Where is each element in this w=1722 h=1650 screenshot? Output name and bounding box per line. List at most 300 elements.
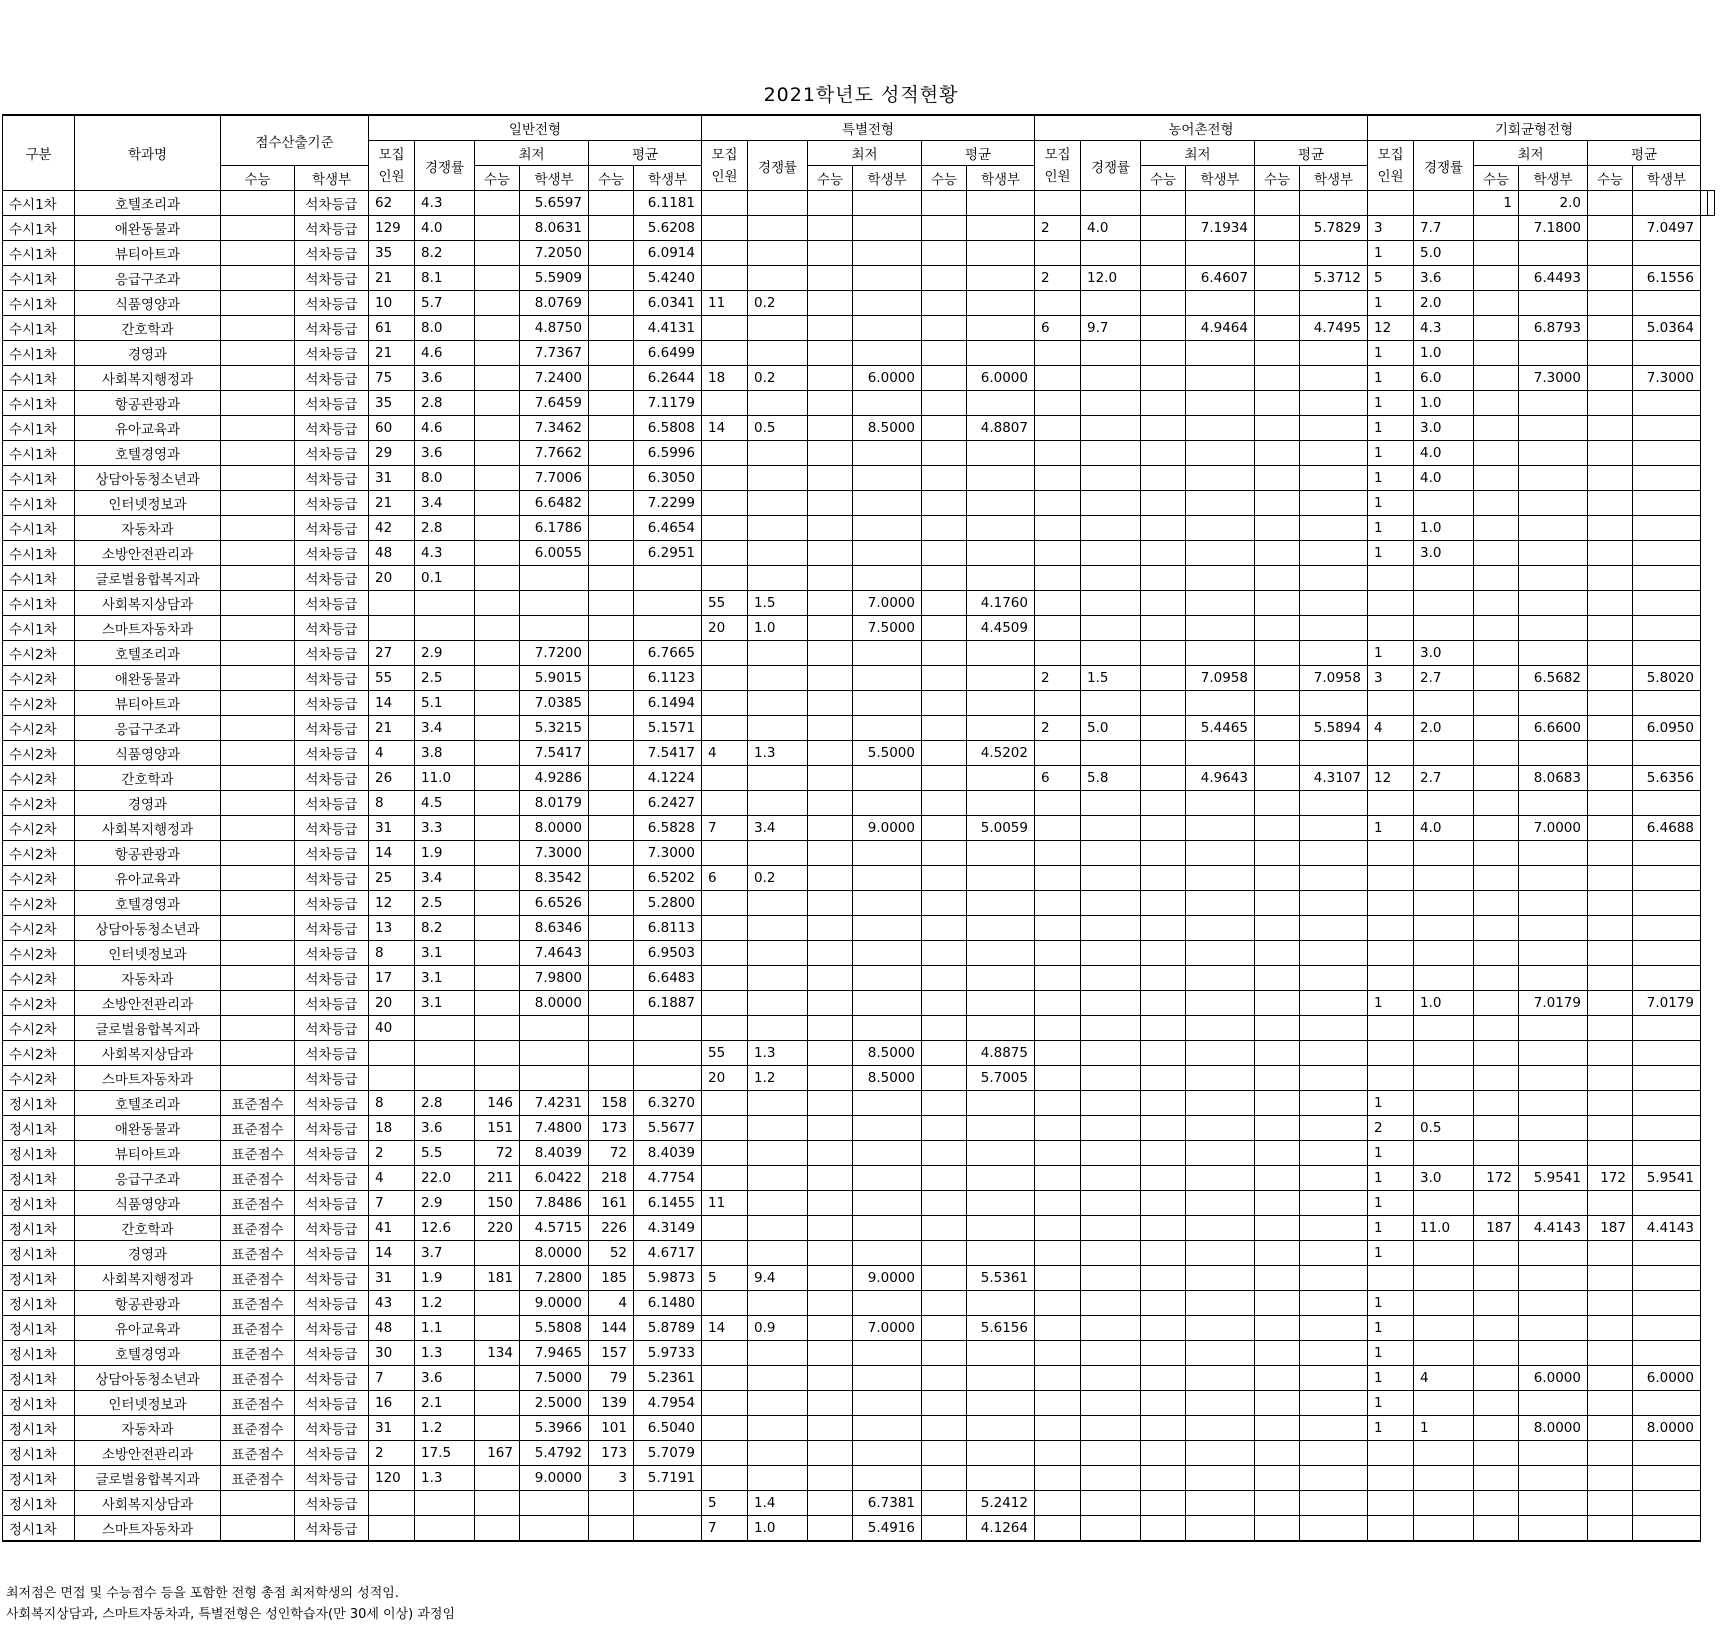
table-cell	[1035, 391, 1081, 416]
table-cell	[808, 291, 853, 316]
table-cell: 8.2	[415, 916, 475, 941]
table-cell	[1186, 1291, 1255, 1316]
table-cell	[1081, 491, 1141, 516]
table-cell	[1186, 1241, 1255, 1266]
table-row	[3, 1191, 1715, 1216]
table-cell: 경영과	[75, 1241, 221, 1266]
table-cell	[1633, 866, 1701, 891]
table-cell	[967, 1341, 1035, 1366]
table-cell: 9.0000	[853, 816, 922, 841]
table-cell	[1255, 416, 1300, 441]
table-cell	[853, 1291, 922, 1316]
table-cell: 4.8807	[967, 416, 1035, 441]
table-cell	[853, 216, 922, 241]
table-cell	[702, 691, 748, 716]
table-cell	[475, 591, 520, 616]
table-cell: 상담아동청소년과	[75, 466, 221, 491]
table-cell: 7.5000	[520, 1366, 589, 1391]
table-cell: 4.6	[415, 416, 475, 441]
table-cell	[1633, 1016, 1701, 1041]
table-cell: 표준점수	[221, 1416, 295, 1441]
table-cell: 3.4	[748, 816, 808, 841]
table-cell: 사회복지상담과	[75, 591, 221, 616]
table-cell: 7.4231	[520, 1091, 589, 1116]
table-cell	[634, 1491, 702, 1516]
table-cell: 항공관광과	[75, 841, 221, 866]
table-cell: 5.5677	[634, 1116, 702, 1141]
table-cell	[1368, 1066, 1414, 1091]
table-cell: 1	[1368, 466, 1414, 491]
table-cell	[415, 1066, 475, 1091]
table-cell	[1186, 941, 1255, 966]
table-cell	[748, 1191, 808, 1216]
table-cell	[1035, 1116, 1081, 1141]
table-cell	[520, 1516, 589, 1542]
table-cell	[589, 691, 634, 716]
table-cell	[1519, 1266, 1588, 1291]
table-cell: 6.1455	[634, 1191, 702, 1216]
table-cell	[1474, 641, 1519, 666]
table-cell: 수시2차	[3, 1066, 75, 1091]
table-cell: 6	[1035, 316, 1081, 341]
table-cell	[1186, 1016, 1255, 1041]
table-cell	[475, 816, 520, 841]
table-cell	[1414, 791, 1474, 816]
table-cell: 3.0	[1414, 416, 1474, 441]
table-cell: 표준점수	[221, 1466, 295, 1491]
table-cell: 석차등급	[295, 1291, 369, 1316]
table-cell: 4.0	[1081, 216, 1141, 241]
table-cell: 187	[1474, 1216, 1519, 1241]
table-cell	[922, 1416, 967, 1441]
table-cell	[475, 1366, 520, 1391]
table-cell	[967, 1441, 1035, 1466]
table-cell	[922, 1466, 967, 1491]
table-cell: 1.0	[1414, 391, 1474, 416]
table-cell	[221, 566, 295, 591]
table-cell	[634, 566, 702, 591]
table-cell	[1300, 416, 1368, 441]
table-cell	[702, 1341, 748, 1366]
table-cell	[1141, 1091, 1186, 1116]
table-cell	[589, 1041, 634, 1066]
table-cell: 30	[369, 1341, 415, 1366]
table-cell: 8.0	[415, 316, 475, 341]
table-cell	[1141, 1366, 1186, 1391]
table-cell: 4.3	[1414, 316, 1474, 341]
table-cell: 4.1264	[967, 1516, 1035, 1542]
table-cell	[1519, 416, 1588, 441]
header-min-school: 학생부	[520, 166, 589, 191]
table-cell: 1	[1368, 1416, 1414, 1441]
table-cell: 7.3462	[520, 416, 589, 441]
table-cell	[1141, 891, 1186, 916]
table-cell	[1255, 566, 1300, 591]
table-cell	[702, 541, 748, 566]
table-cell: 5.5000	[853, 741, 922, 766]
table-cell	[1035, 416, 1081, 441]
table-cell: 6.0000	[1519, 1366, 1588, 1391]
table-cell: 1	[1368, 291, 1414, 316]
table-row	[3, 1091, 1715, 1116]
table-cell	[1633, 1316, 1701, 1341]
table-cell	[853, 1466, 922, 1491]
table-cell	[808, 1316, 853, 1341]
table-cell: 5.3215	[520, 716, 589, 741]
table-cell	[1081, 991, 1141, 1016]
table-cell	[1255, 1016, 1300, 1041]
table-cell	[1081, 416, 1141, 441]
table-row	[3, 1141, 1715, 1166]
table-cell	[1588, 316, 1633, 341]
table-cell: 2	[1035, 266, 1081, 291]
table-cell	[853, 1391, 922, 1416]
table-cell	[221, 991, 295, 1016]
table-cell	[967, 716, 1035, 741]
table-header	[3, 115, 1715, 191]
table-cell	[922, 691, 967, 716]
table-cell	[1186, 491, 1255, 516]
table-cell: 8.0000	[520, 1241, 589, 1266]
table-cell	[1081, 1191, 1141, 1216]
table-cell: 14	[369, 841, 415, 866]
table-cell: 4.1760	[967, 591, 1035, 616]
table-cell: 석차등급	[295, 716, 369, 741]
table-cell: 17.5	[415, 1441, 475, 1466]
table-cell: 172	[1474, 1166, 1519, 1191]
table-cell: 4.9464	[1186, 316, 1255, 341]
table-cell	[808, 1216, 853, 1241]
table-cell	[808, 416, 853, 441]
table-cell	[475, 916, 520, 941]
table-cell	[1186, 566, 1255, 591]
table-cell: 수시1차	[3, 241, 75, 266]
table-cell	[1588, 466, 1633, 491]
table-cell: 애완동물과	[75, 1116, 221, 1141]
table-cell	[702, 1166, 748, 1191]
table-cell: 석차등급	[295, 866, 369, 891]
table-cell	[1474, 1316, 1519, 1341]
table-cell	[853, 1416, 922, 1441]
table-cell	[1255, 716, 1300, 741]
table-cell: 응급구조과	[75, 716, 221, 741]
table-cell	[853, 991, 922, 1016]
table-row	[3, 691, 1715, 716]
table-cell: 144	[589, 1316, 634, 1341]
table-cell: 1	[1368, 1341, 1414, 1366]
table-cell: 8.0631	[520, 216, 589, 241]
table-cell	[520, 566, 589, 591]
table-row	[3, 716, 1715, 741]
table-cell	[1081, 1391, 1141, 1416]
table-cell: 4.1224	[634, 766, 702, 791]
table-cell: 표준점수	[221, 1241, 295, 1266]
table-cell: 표준점수	[221, 1166, 295, 1191]
table-cell: 스마트자동차과	[75, 1066, 221, 1091]
table-cell	[1300, 1241, 1368, 1266]
table-cell: 석차등급	[295, 1391, 369, 1416]
table-cell: 5.6597	[520, 191, 589, 216]
table-cell: 5.7829	[1300, 216, 1368, 241]
table-cell: 6.9503	[634, 941, 702, 966]
table-cell: 5.4792	[520, 1441, 589, 1466]
header-min: 최저	[1141, 141, 1255, 166]
table-cell: 2.7	[1414, 666, 1474, 691]
table-cell: 1.2	[415, 1416, 475, 1441]
table-cell	[1186, 1391, 1255, 1416]
table-cell: 7	[369, 1191, 415, 1216]
table-cell: 157	[589, 1341, 634, 1366]
table-cell	[853, 766, 922, 791]
table-cell	[1519, 641, 1588, 666]
table-cell	[922, 741, 967, 766]
table-cell	[808, 891, 853, 916]
table-cell	[1141, 1166, 1186, 1191]
table-cell	[634, 591, 702, 616]
table-cell	[221, 191, 295, 216]
table-cell: 표준점수	[221, 1216, 295, 1241]
table-cell	[702, 1241, 748, 1266]
table-cell: 8.5000	[853, 1066, 922, 1091]
table-cell: 7.0179	[1519, 991, 1588, 1016]
table-cell	[1035, 341, 1081, 366]
table-cell	[1519, 391, 1588, 416]
table-cell	[967, 566, 1035, 591]
table-cell	[1255, 341, 1300, 366]
table-cell: 8.3542	[520, 866, 589, 891]
table-cell: 8.5000	[853, 1041, 922, 1066]
table-cell	[1141, 691, 1186, 716]
table-cell	[1300, 1516, 1368, 1542]
table-cell	[1186, 541, 1255, 566]
table-cell: 1	[1368, 1366, 1414, 1391]
table-cell: 20	[369, 566, 415, 591]
table-cell: 1.9	[415, 841, 475, 866]
table-cell: 55	[702, 1041, 748, 1066]
table-cell: 석차등급	[295, 341, 369, 366]
table-cell	[1588, 1341, 1633, 1366]
table-cell	[1474, 266, 1519, 291]
table-cell	[1186, 1116, 1255, 1141]
table-cell	[1633, 1491, 1701, 1516]
table-cell	[1141, 1141, 1186, 1166]
table-row	[3, 1516, 1715, 1542]
table-cell: 2.8	[415, 516, 475, 541]
table-cell	[922, 1066, 967, 1091]
table-cell	[967, 1116, 1035, 1141]
table-cell	[1633, 1341, 1701, 1366]
table-cell	[922, 541, 967, 566]
table-cell	[1255, 891, 1300, 916]
table-cell: 석차등급	[295, 941, 369, 966]
table-cell	[1519, 791, 1588, 816]
table-cell	[1081, 866, 1141, 891]
table-cell	[702, 966, 748, 991]
table-cell: 3	[1368, 216, 1414, 241]
table-cell	[1186, 741, 1255, 766]
table-cell	[1474, 991, 1519, 1016]
table-cell	[1588, 716, 1633, 741]
table-cell	[1186, 341, 1255, 366]
table-cell	[1633, 591, 1701, 616]
table-row	[3, 1241, 1715, 1266]
table-cell	[748, 541, 808, 566]
table-cell	[1519, 291, 1588, 316]
table-cell: 9.7	[1081, 316, 1141, 341]
table-cell	[1035, 441, 1081, 466]
table-cell: 수시2차	[3, 741, 75, 766]
table-cell	[1035, 1316, 1081, 1341]
header-avg-suneung: 수능	[589, 166, 634, 191]
table-cell	[1414, 1241, 1474, 1266]
table-cell	[922, 991, 967, 1016]
table-cell	[1300, 516, 1368, 541]
table-cell: 석차등급	[295, 491, 369, 516]
table-cell	[1588, 391, 1633, 416]
table-cell	[475, 541, 520, 566]
table-row	[3, 491, 1715, 516]
table-cell: 수시1차	[3, 541, 75, 566]
table-cell	[702, 1391, 748, 1416]
table-cell	[1519, 1191, 1588, 1216]
table-cell	[1474, 466, 1519, 491]
table-cell	[748, 1291, 808, 1316]
table-row	[3, 366, 1715, 391]
table-cell: 석차등급	[295, 816, 369, 841]
table-cell	[1368, 1466, 1414, 1491]
table-cell	[1300, 1141, 1368, 1166]
table-cell	[1368, 1041, 1414, 1066]
table-cell	[1588, 1116, 1633, 1141]
table-cell: 12	[1368, 766, 1414, 791]
table-cell: 1	[1368, 241, 1414, 266]
table-cell	[1035, 291, 1081, 316]
table-cell: 3.0	[1414, 541, 1474, 566]
table-cell	[808, 966, 853, 991]
table-cell: 2.8	[415, 391, 475, 416]
table-cell: 8.1	[415, 266, 475, 291]
table-cell	[221, 641, 295, 666]
table-cell: 석차등급	[295, 1166, 369, 1191]
table-cell: 0.2	[748, 866, 808, 891]
table-cell	[1141, 966, 1186, 991]
table-cell: 4	[1414, 1366, 1474, 1391]
table-cell: 5.0	[1081, 716, 1141, 741]
table-cell	[1081, 616, 1141, 641]
table-cell	[1633, 1041, 1701, 1066]
table-cell	[475, 466, 520, 491]
table-cell	[221, 866, 295, 891]
table-cell	[922, 416, 967, 441]
table-cell	[1141, 1041, 1186, 1066]
table-cell	[748, 941, 808, 966]
table-cell: 2.7	[1414, 766, 1474, 791]
table-cell	[1141, 1391, 1186, 1416]
table-cell: 상담아동청소년과	[75, 916, 221, 941]
table-cell	[221, 716, 295, 741]
table-cell	[1474, 916, 1519, 941]
table-cell	[808, 341, 853, 366]
table-cell: 6.7665	[634, 641, 702, 666]
table-cell	[475, 941, 520, 966]
table-cell	[1186, 1441, 1255, 1466]
table-cell: 자동차과	[75, 966, 221, 991]
header-recruit: 모집 인원	[1035, 141, 1081, 191]
table-cell	[808, 1291, 853, 1316]
header-ratio: 경쟁률	[415, 141, 475, 191]
table-cell: 3.6	[415, 366, 475, 391]
table-cell	[1414, 1316, 1474, 1341]
table-cell	[1588, 641, 1633, 666]
table-cell: 수시2차	[3, 666, 75, 691]
table-cell	[221, 541, 295, 566]
table-cell: 수시2차	[3, 791, 75, 816]
table-cell	[1300, 1191, 1368, 1216]
table-cell	[415, 591, 475, 616]
table-cell	[1255, 216, 1300, 241]
table-cell: 3.6	[415, 441, 475, 466]
table-cell	[1633, 741, 1701, 766]
table-cell	[748, 1016, 808, 1041]
table-cell: 20	[702, 1066, 748, 1091]
table-cell	[1255, 466, 1300, 491]
table-cell: 5.6356	[1633, 766, 1701, 791]
table-cell	[853, 541, 922, 566]
table-cell	[1081, 1116, 1141, 1141]
table-cell	[853, 891, 922, 916]
table-cell: 3.1	[415, 966, 475, 991]
table-cell	[1633, 1091, 1701, 1116]
table-cell	[1588, 1441, 1633, 1466]
table-row	[3, 1466, 1715, 1491]
table-cell	[1300, 441, 1368, 466]
table-cell	[808, 1091, 853, 1116]
table-cell: 글로벌융합복지과	[75, 566, 221, 591]
table-cell: 6.6482	[520, 491, 589, 516]
table-cell	[1035, 566, 1081, 591]
table-cell: 21	[369, 266, 415, 291]
table-cell	[1414, 891, 1474, 916]
table-cell	[221, 266, 295, 291]
table-cell	[1081, 1291, 1141, 1316]
table-cell	[1474, 891, 1519, 916]
table-cell	[1701, 191, 1708, 216]
table-cell	[1414, 1266, 1474, 1291]
table-row	[3, 1066, 1715, 1091]
table-cell	[1588, 941, 1633, 966]
table-cell: 석차등급	[295, 966, 369, 991]
table-cell	[1081, 466, 1141, 491]
table-cell: 6	[1035, 766, 1081, 791]
table-cell	[1035, 616, 1081, 641]
table-cell: 애완동물과	[75, 216, 221, 241]
table-cell	[967, 766, 1035, 791]
table-cell: 1	[1368, 1241, 1414, 1266]
table-cell: 석차등급	[295, 241, 369, 266]
table-cell: 7.1934	[1186, 216, 1255, 241]
table-cell: 6.0000	[1633, 1366, 1701, 1391]
table-row	[3, 941, 1715, 966]
table-cell	[1519, 1141, 1588, 1166]
table-cell	[853, 341, 922, 366]
table-cell	[1186, 1366, 1255, 1391]
table-cell: 상담아동청소년과	[75, 1366, 221, 1391]
table-cell	[967, 666, 1035, 691]
table-cell: 1.3	[415, 1341, 475, 1366]
table-row	[3, 191, 1715, 216]
table-cell	[1474, 841, 1519, 866]
table-cell	[808, 1416, 853, 1441]
